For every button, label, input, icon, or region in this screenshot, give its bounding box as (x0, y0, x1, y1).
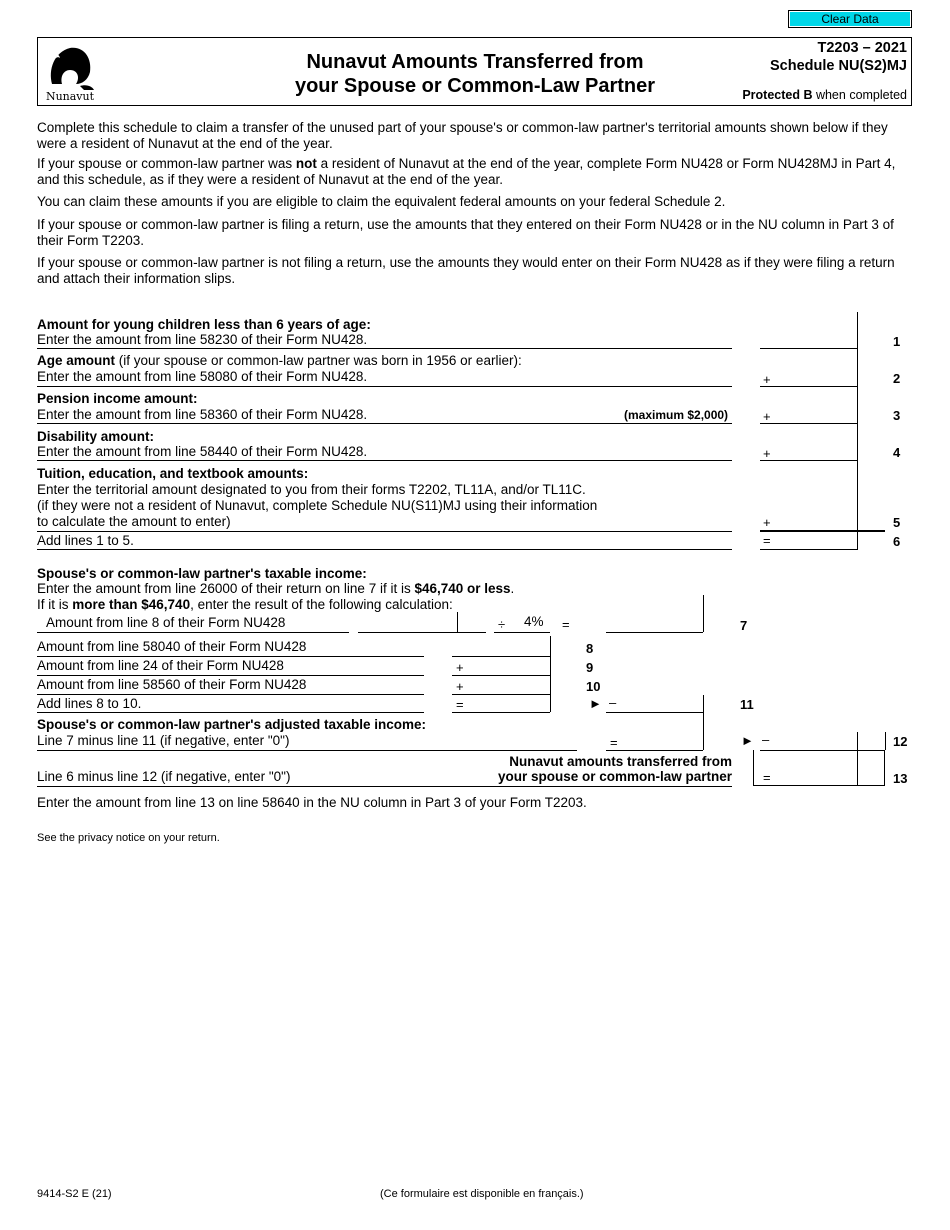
title-line-2: your Spouse or Common-Law Partner (294, 75, 656, 97)
section2-title: Spouse's or common-law partner's taxable income: (37, 566, 367, 581)
intro2-bold: not (295, 156, 317, 171)
plus-sign: + (763, 372, 771, 387)
line8-amount-field[interactable] (452, 638, 549, 655)
line11-text: Add lines 8 to 10. (37, 696, 142, 711)
line8-text: Amount from line 58040 of their Form NU428 (37, 639, 307, 654)
s2t2-bold: more than $46,740 (72, 597, 191, 612)
line2-amount-field[interactable] (775, 368, 856, 386)
column-divider (857, 312, 858, 550)
equals-sign: = (763, 533, 771, 548)
intro-paragraph-5: If your spouse or common-law partner is not filing a return, use the amounts they would enter on their Form NU428 as if they were filing a return and attach their information slips. (37, 255, 895, 286)
form-number: T2203 – 2021 (817, 40, 907, 56)
line13-label-2: your spouse or common-law partner (497, 769, 732, 784)
divider (550, 636, 551, 712)
divider (857, 750, 858, 786)
line6-amount-field[interactable] (775, 532, 856, 549)
rule (494, 632, 550, 633)
rule (37, 694, 424, 695)
divider (885, 732, 886, 750)
line3-text: Enter the amount from line 58360 of their Form NU428. (37, 407, 368, 422)
protected-rest: when completed (812, 88, 907, 102)
line2-title-rest: (if your spouse or common-law partner was born in 1956 or earlier): (115, 353, 522, 368)
divider (703, 595, 704, 632)
line4-amount-field[interactable] (775, 442, 856, 460)
rule (37, 656, 424, 657)
equals-sign: = (562, 617, 570, 632)
s2t2-pre: If it is (37, 597, 73, 612)
line13-label-1: Nunavut amounts transferred from (509, 754, 732, 769)
line5-title: Tuition, education, and textbook amounts: (37, 466, 309, 481)
schedule-name: Schedule NU(S2)MJ (770, 58, 907, 74)
plus-sign: + (456, 679, 464, 694)
line-number-9: 9 (586, 660, 594, 675)
final-instruction: Enter the amount from line 13 on line 58640 in the NU column in Part 3 of your Form T2203. (37, 795, 587, 810)
rule (606, 632, 703, 633)
minus-sign: – (609, 695, 617, 710)
rule (760, 460, 857, 461)
rule (760, 386, 857, 387)
line-number-10: 10 (586, 679, 601, 694)
line-number-2: 2 (893, 371, 901, 386)
clear-data-button[interactable]: Clear Data (788, 10, 912, 28)
title-line-1: Nunavut Amounts Transferred from (306, 51, 644, 73)
line13-amount-field[interactable] (775, 766, 856, 784)
line-number-7: 7 (740, 618, 748, 633)
form-code: 9414-S2 E (21) (37, 1188, 112, 1200)
line9-amount-field[interactable] (468, 657, 549, 674)
divide-sign: ÷ (498, 617, 506, 632)
line3-title: Pension income amount: (37, 391, 198, 406)
s2t1-pre: Enter the amount from line 26000 of their return on line 7 if it is (37, 581, 415, 596)
line11-amount-field[interactable] (622, 695, 702, 712)
rule (37, 750, 577, 751)
rule (760, 549, 857, 550)
intro-paragraph-4: If your spouse or common-law partner is filing a return, use the amounts that they entered on their Form NU428 or in the NU column in Part 3 of their Form T2203. (37, 217, 894, 248)
rule (760, 423, 857, 424)
line4-text: Enter the amount from line 58440 of their Form NU428. (37, 444, 368, 459)
section2-text-2 (37, 597, 453, 613)
s2t1-bold: $46,740 or less (414, 581, 511, 596)
rule (37, 460, 732, 461)
divider (457, 612, 458, 632)
protected-notice (700, 88, 907, 102)
line-number-12: 12 (893, 734, 908, 749)
rule (37, 386, 732, 387)
nunavut-logo (42, 40, 98, 104)
french-notice: (Ce formulaire est disponible en français.) (380, 1188, 584, 1200)
line10-text: Amount from line 58560 of their Form NU428 (37, 677, 307, 692)
rule (37, 423, 732, 424)
rule (760, 348, 857, 349)
line7-base-field[interactable] (360, 614, 456, 631)
rule (606, 750, 703, 751)
line2-title (37, 353, 522, 369)
line1-amount-field[interactable] (760, 330, 856, 348)
rule (37, 632, 349, 633)
line-number-6: 6 (893, 534, 901, 549)
line1-title: Amount for young children less than 6 years of age: (37, 317, 371, 332)
line5-text-3: to calculate the amount to enter) (37, 514, 231, 529)
rule (37, 712, 424, 713)
line12-text: Line 7 minus line 11 (if negative, enter "0") (37, 733, 290, 748)
equals-sign: = (763, 770, 771, 785)
line-number-5: 5 (893, 515, 901, 530)
rule (37, 549, 732, 550)
line-number-4: 4 (893, 445, 901, 460)
section2-text-1 (37, 581, 514, 597)
intro-paragraph-1: Complete this schedule to claim a transfer of the unused part of your spouse's or common-law partner's territorial amounts shown below if they were a resident of Nunavut at the end of the year. (37, 120, 888, 151)
line12-calc-field[interactable] (622, 732, 702, 749)
rule (37, 786, 732, 787)
plus-sign: + (763, 409, 771, 424)
arrow-icon: ► (589, 696, 602, 711)
s2t2-post: , enter the result of the following calculation: (190, 597, 453, 612)
rule (37, 675, 424, 676)
form-identifier (740, 39, 907, 75)
intro-paragraph-2 (37, 156, 907, 187)
line13-text: Line 6 minus line 12 (if negative, enter "0") (37, 769, 291, 784)
line2-title-bold: Age amount (37, 353, 116, 368)
line5-text-2: (if they were not a resident of Nunavut, complete Schedule NU(S11)MJ using their information (37, 498, 598, 513)
percent-value: 4% (524, 614, 544, 629)
s2t1-post: . (510, 581, 515, 596)
line11-subtotal-field[interactable] (468, 695, 549, 712)
plus-sign: + (456, 660, 464, 675)
privacy-notice: See the privacy notice on your return. (37, 832, 220, 844)
divider (857, 732, 858, 750)
line-number-11: 11 (740, 697, 754, 712)
line12-amount-field[interactable] (775, 732, 856, 749)
intro2-rest: a resident of Nunavut at the end of the year, complete Form NU428 or Form NU428MJ in Part 4, and this schedule, as if they were a resident of Nunavut at the end of the year. (37, 156, 896, 187)
line2-text: Enter the amount from line 58080 of their Form NU428. (37, 369, 368, 384)
line3-maximum: (maximum $2,000) (624, 408, 729, 422)
rule (37, 531, 732, 532)
protected-label: Protected B (742, 88, 813, 102)
line-number-13: 13 (893, 771, 908, 786)
line9-text: Amount from line 24 of their Form NU428 (37, 658, 284, 673)
line4-title: Disability amount: (37, 429, 155, 444)
line-number-1: 1 (893, 334, 901, 349)
intro-paragraph-3: You can claim these amounts if you are eligible to claim the equivalent federal amounts on your federal Schedule 2. (37, 194, 726, 209)
plus-sign: + (763, 446, 771, 461)
line7-amount-field[interactable] (607, 614, 702, 631)
rule (606, 712, 703, 713)
equals-sign: = (610, 735, 618, 750)
intro2-prefix: If your spouse or common-law partner was (37, 156, 296, 171)
plus-sign: + (763, 515, 771, 530)
minus-sign: – (762, 732, 770, 747)
equals-sign: = (456, 697, 464, 712)
line12-title: Spouse's or common-law partner's adjusted taxable income: (37, 717, 427, 732)
line-number-3: 3 (893, 408, 901, 423)
rule (452, 712, 550, 713)
arrow-icon: ► (741, 733, 754, 748)
logo-text: Nunavut (45, 90, 95, 103)
line5-text-1: Enter the territorial amount designated to you from their forms T2202, TL11A, and/or TL11C. (37, 482, 586, 497)
line3-amount-field[interactable] (775, 405, 856, 423)
line-number-8: 8 (586, 641, 594, 656)
line5-amount-field[interactable] (775, 511, 856, 529)
line6-text: Add lines 1 to 5. (37, 533, 134, 548)
line1-text: Enter the amount from line 58230 of their Form NU428. (37, 332, 368, 347)
line10-amount-field[interactable] (468, 676, 549, 693)
rule (358, 632, 486, 633)
divider (703, 695, 704, 750)
page-title (250, 50, 700, 98)
line7-calc-label: Amount from line 8 of their Form NU428 (46, 615, 286, 630)
rule (37, 348, 732, 349)
